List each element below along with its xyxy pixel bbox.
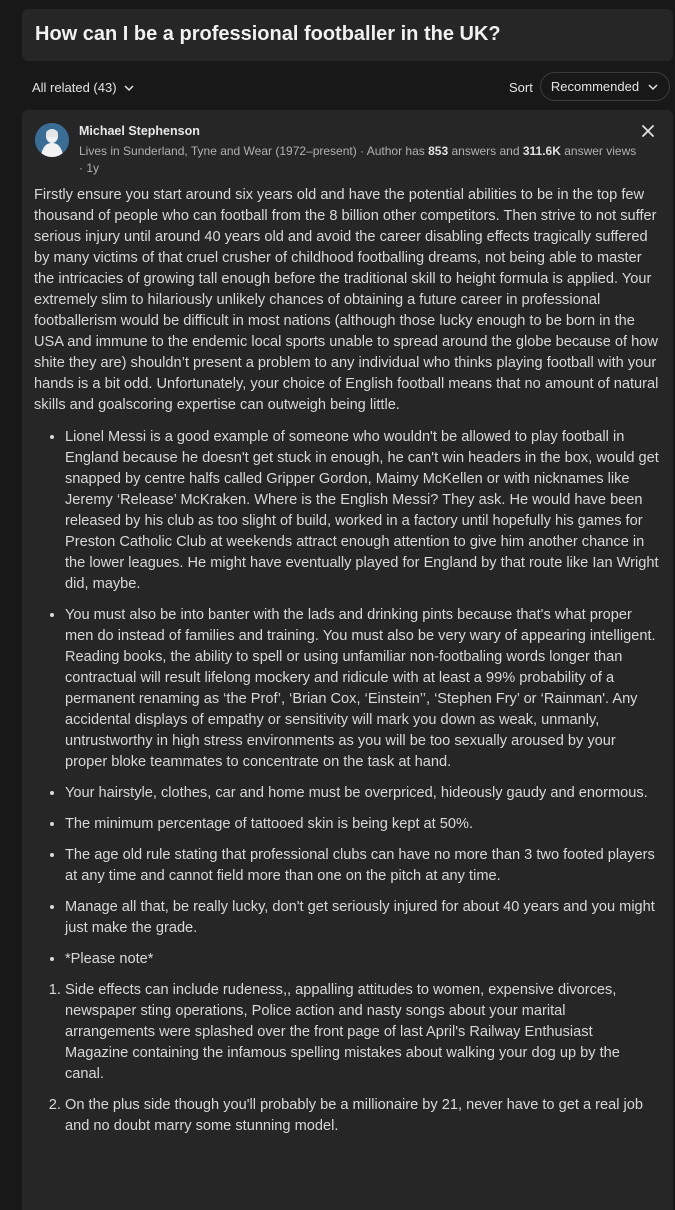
answer-body	[34, 185, 659, 1147]
list-item: • Lionel Messi is a good example of someone who wouldn't be allowed to play football in England because he doesn't get stuck in enough, he can't win headers in the box, would get snapped by centre halfs called Gripper Gordon, Maimy McKellen or with nicknames like Jeremy ‘Release’ McKraken. Where is the English Messi? They ask. He would have been released by his club as too slight of build, worked in a factory until hopefully his games for Preston Catholic Club at weekends attract enough attention to give him another chance in the lower leagues. He might have eventually played for England by that route like Ian Wright did, maybe.	[65, 427, 659, 595]
sort-label: Sort	[509, 80, 533, 95]
list-item: • The minimum percentage of tattooed skin is being kept at 50%.	[65, 814, 659, 835]
list-item: • *Please note*	[65, 949, 659, 970]
numbered-list	[34, 980, 659, 1137]
sort-value: Recommended	[550, 79, 640, 94]
list-item: 2. On the plus side though you'll probably be a millionaire by 21, never have to get a real job and no doubt marry some stunning model.	[65, 1095, 659, 1137]
answer-age[interactable]: · 1y	[79, 161, 100, 175]
author-credential: Lives in Sunderland, Tyne and Wear (1972–present) · Author has 853 answers and 311.6K answer views · 1y	[79, 144, 637, 175]
question-title[interactable]: How can I be a professional footballer in the UK?	[35, 23, 501, 45]
chevron-down-icon	[123, 82, 135, 94]
list-item: • The age old rule stating that professional clubs can have no more than 3 two footed players at any time and cannot field more than one on the pitch at any time.	[65, 845, 659, 887]
all-related-label: All related (43)	[32, 80, 117, 95]
sort-dropdown[interactable]	[540, 72, 670, 101]
answers-count: 853	[428, 144, 449, 158]
views-count: 311.6K	[522, 144, 561, 158]
filter-row	[22, 70, 673, 104]
close-icon[interactable]	[639, 122, 657, 140]
list-item: • You must also be into banter with the lads and drinking pints because that's what proper men do instead of families and training. You must also be very wary of appearing intelligent. Reading books, the ability to spell or using unfamiliar non-footbaling words longer than contractual will result lifelong mockery and ridicule with at least a 99% probability of a permanent renaming as ‘the Prof’, ‘Brian Cox, ‘Einstein’’, ‘Stephen Fry’ or ‘Rainman'. Any accidental displays of empathy or sensitivity will mark you down as weak, unmanly, untrustworthy in high stress environments as you will be too sexually aroused by your proper bloke teammates to concentrate on the task at hand.	[65, 605, 659, 773]
author-name[interactable]: Michael Stephenson	[79, 124, 200, 138]
avatar[interactable]	[35, 123, 69, 157]
chevron-down-icon	[647, 81, 659, 93]
question-card	[22, 9, 673, 61]
author-silhouette-icon	[35, 123, 69, 157]
answer-card	[22, 110, 673, 1210]
credential-location[interactable]: Lives in Sunderland, Tyne and Wear (1972–present)	[79, 144, 357, 158]
all-related-dropdown[interactable]	[32, 80, 135, 95]
list-item: 1. Side effects can include rudeness,, appalling attitudes to women, expensive divorces, newspaper sting operations, Police action and nasty songs about your marital arrangements were splashed over the front page of last April's Railway Enthusiast Magazine containing the infamous spelling mistakes about walking your dog up by the canal.	[65, 980, 659, 1085]
bullet-list	[34, 427, 659, 970]
list-item: • Your hairstyle, clothes, car and home must be overpriced, hideously gaudy and enormous.	[65, 783, 659, 804]
list-item: • Manage all that, be really lucky, don't get seriously injured for about 40 years and you might just make the grade.	[65, 897, 659, 939]
answer-paragraph: Firstly ensure you start around six years old and have the potential abilities to be in the top few thousand of people who can football from the 8 billion other competitors. Then strive to not suffer serious injury until around 40 years old and avoid the career disabling effects tragically suffered by many victims of that cruel crusher of childhood footballing dreams, not being able to master the intricacies of growing tall enough before the traditional skill to height formula is applied. Your extremely slim to hilariously unlikely chances of obtaining a future career in professional footballerism would be difficult in most nations (although those lucky enough to be born in the USA and immune to the endemic local sports unable to spread around the globe because of how shite they are) shouldn’t present a problem to any individual who thinks playing football with your hands is a bit odd. Unfortunately, your choice of English football means that no amount of natural skills and goalscoring expertise can outweigh being little.	[34, 187, 659, 413]
